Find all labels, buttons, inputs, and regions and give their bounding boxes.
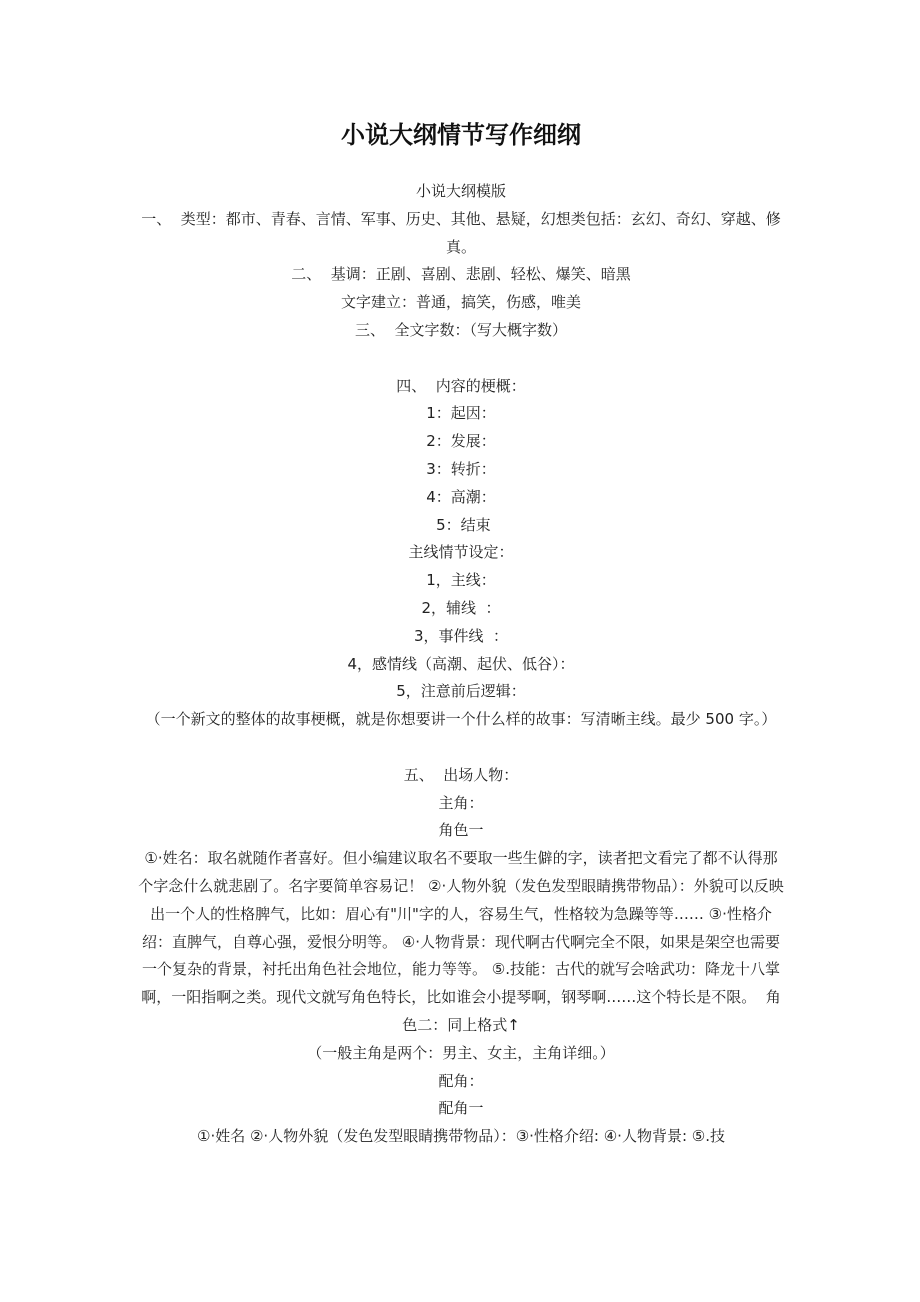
- synopsis-item-development: 2：发展：: [426, 432, 496, 451]
- synopsis-item-turn: 3：转折：: [426, 459, 496, 478]
- supporting-heading: 配角：: [438, 1071, 484, 1090]
- plot-item-main: 1，主线：: [426, 571, 496, 590]
- synopsis-item-ending: 5：结束: [431, 515, 491, 534]
- section-synopsis: 四、 内容的梗概：: [396, 376, 526, 395]
- synopsis-item-cause: 1：起因：: [426, 404, 496, 423]
- plot-item-emotion: 4，感情线（高潮、起伏、低谷）：: [347, 654, 575, 673]
- section-word-count: 三、 全文字数：（写大概字数）: [354, 320, 568, 339]
- protagonist-heading: 主角：: [438, 793, 484, 812]
- plot-item-logic: 5，注意前后逻辑：: [396, 682, 526, 701]
- section-genre: 一、 类型：都市、青春、言情、军事、历史、其他、悬疑，幻想类包括：玄幻、奇幻、穿越、修真。: [141, 209, 781, 256]
- blank-line: [138, 345, 784, 373]
- plot-item-event: 3，事件线 ：: [413, 626, 509, 645]
- text-style: 文字建立：普通，搞笑，伤感，唯美: [340, 293, 581, 312]
- synopsis-note: （一个新文的整体的故事梗概，就是你想要讲一个什么样的故事：写清晰主线。最少 500 字。）: [145, 710, 777, 729]
- section-characters: 五、 出场人物：: [403, 765, 519, 784]
- role-one-details: ①·姓名：取名就随作者喜好。但小编建议取名不要取一些生僻的字，读者把文看完了都不认得那个字念什么就悲剧了。名字要简单容易记！ ②·人物外貌（发色发型眼睛携带物品）：外貌可以反映出一个人的性格脾气，比如：眉心有"川"字的人，容易生气，性格较为急躁等等…… ③·性格介绍：直脾气，自尊心强，爱恨分明等。 ④·人物背景：现代啊古代啊完全不限，如果是架空也需要一个复杂的背景，衬托出角色社会地位，能力等等。 ⑤.技能：古代的就写会啥武功：降龙十八掌啊，一阳指啊之类。现代文就写角色特长，比如谁会小提琴啊，钢琴啊……这个特长是不限。 角色二：同上格式↑: [138, 849, 784, 1034]
- document-page: [138, 118, 784, 1151]
- blank-line: [138, 734, 784, 762]
- synopsis-item-climax: 4：高潮：: [426, 487, 496, 506]
- supporting-one-details: ①·姓名 ②·人物外貌（发色发型眼睛携带物品）：③·性格介绍: ④·人物背景: ⑤.技: [197, 1127, 725, 1146]
- document-title: 小说大纲情节写作细纲: [341, 121, 581, 149]
- plot-settings-heading: 主线情节设定：: [408, 543, 514, 562]
- plot-item-secondary: 2，辅线 ：: [421, 598, 501, 617]
- supporting-one-heading: 配角一: [438, 1099, 484, 1118]
- role-one-heading: 角色一: [438, 821, 484, 840]
- section-tone: 二、 基调：正剧、喜剧、悲剧、轻松、爆笑、暗黑: [291, 265, 631, 284]
- template-heading: 小说大纲模版: [415, 182, 506, 200]
- protagonist-note: （一般主角是两个：男主、女主，主角详细。）: [307, 1043, 615, 1062]
